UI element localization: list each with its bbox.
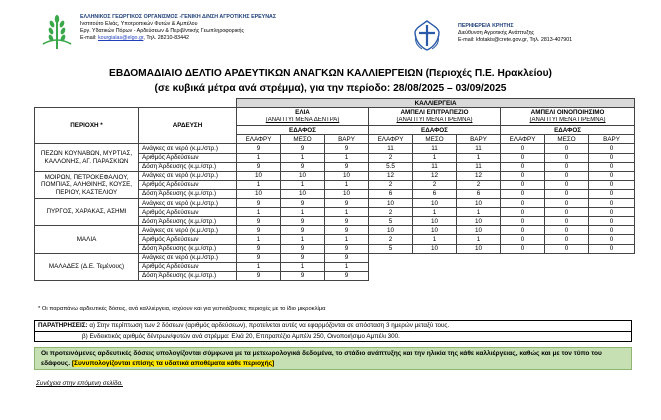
soil-header: ΕΔΑΦΟΣ [369,126,501,135]
crop-wine-grape-sub: (ΑΝΑΠΤΥΓΜΕΝΑ ΠΡΕΜΝΑ) [501,117,635,126]
phone: , Τηλ. 28210-83442 [143,35,189,41]
value-cell: 1 [237,153,281,162]
value-cell: 9 [325,253,369,262]
value-cell: 9 [325,162,369,171]
value-cell: 1 [413,235,457,244]
value-cell: 0 [589,244,635,253]
page-subtitle: (σε κυβικά μέτρα ανά στρέμμα), για την περίοδο: 28/08/2025 – 03/09/2025 [154,83,507,94]
value-cell: 6 [457,189,501,198]
empty-cell [545,262,589,271]
row-label: Ανάγκες σε νερό (κ.μ./στρ.) [139,199,237,208]
row-label: Δόση Άρδευσης (κ.μ./στρ.) [139,217,237,226]
value-cell: 0 [545,235,589,244]
value-cell: 0 [545,144,589,153]
page-title: ΕΒΔΟΜΑΔΙΑΙΟ ΔΕΛΤΙΟ ΑΡΔΕΥΤΙΚΩΝ ΑΝΑΓΚΩΝ ΚΑΛΛΙΕΡΓΕΙΩΝ (Περιοχές Π.Ε. Ηρακλείου) [109,68,552,79]
value-cell: 0 [545,162,589,171]
crop-wine-grape: ΑΜΠΕΛΙ ΟΙΝΟΠΟΙΗΣΙΜΟ [501,108,635,117]
value-cell: 9 [281,199,325,208]
value-cell: 0 [545,217,589,226]
value-cell: 10 [413,217,457,226]
value-cell: 0 [545,199,589,208]
row-label: Αριθμός Αρδεύσεων [139,180,237,189]
empty-cell [589,271,635,280]
value-cell: 11 [457,144,501,153]
crop-olive: ΕΛΙΑ [237,108,369,117]
value-cell: 1 [281,153,325,162]
soil-type-header: ΕΛΑΦΡΥ [237,135,281,144]
value-cell: 2 [457,180,501,189]
value-cell: 0 [501,244,545,253]
value-cell: 11 [413,144,457,153]
value-cell: 9 [281,144,325,153]
value-cell: 9 [325,271,369,280]
value-cell: 9 [237,244,281,253]
value-cell: 9 [325,244,369,253]
region-name: ΜΑΛΑΔΕΣ (Δ.Ε. Τεμένους) [35,253,139,280]
value-cell: 9 [281,253,325,262]
region-name: ΜΟΙΡΩΝ, ΠΕΤΡΟΚΕΦΑΛΙΟΥ, ΠΟΜΠΙΑΣ, ΑΛΗΘΙΝΗΣ, ΚΟΥΣΕ, ΠΕΡΙΟΥ, ΚΑΣΤΕΛΙΟΥ [35,171,139,198]
value-cell: 9 [237,226,281,235]
soil-type-header: ΜΕΣΟ [413,135,457,144]
value-cell: 0 [501,189,545,198]
value-cell: 12 [457,171,501,180]
row-label: Δόση Άρδευσης (κ.μ./στρ.) [139,244,237,253]
value-cell: 0 [589,180,635,189]
lab-name: Εργ. Υδατικών Πόρων - Αρδεύσεων & Περιβ/ντικής Γεωπληροφορικής [80,28,245,34]
value-cell: 0 [589,226,635,235]
value-cell: 6 [413,189,457,198]
area-header: ΠΕΡΙΟΧΗ * [35,108,139,144]
row-label: Αριθμός Αρδεύσεων [139,235,237,244]
info-box [34,347,632,370]
value-cell: 0 [589,189,635,198]
dept-name: Διεύθυνση Αγροτικής Ανάπτυξης [458,30,535,36]
value-cell: 10 [457,217,501,226]
value-cell: 11 [369,144,413,153]
value-cell: 9 [325,144,369,153]
value-cell: 1 [281,180,325,189]
value-cell: 1 [281,208,325,217]
value-cell: 0 [545,226,589,235]
region-contact: E-mail: kfotakis@crete.gov.gr, Τηλ. 2813-407901 [458,37,573,43]
value-cell: 1 [281,235,325,244]
value-cell: 10 [457,244,501,253]
org-name: ΕΛΛΗΝΙΚΟΣ ΓΕΩΡΓΙΚΟΣ ΟΡΓΑΝΙΣΜΟΣ -ΓΕΝΙΚΗ Δ/ΝΣΗ ΑΓΡΟΤΙΚΗΣ ΕΡΕΥΝΑΣ [80,14,277,20]
soil-type-header: ΕΛΑΦΡΥ [501,135,545,144]
crop-table-grape: ΑΜΠΕΛΙ ΕΠΙΤΡΑΠΕΖΙΟ [369,108,501,117]
institute-name: Ινστιτούτο Ελιάς, Υποτροπικών Φυτών & Αμπέλου [80,21,198,27]
value-cell: 10 [237,171,281,180]
elgo-wheat-logo-icon [40,14,74,50]
value-cell: 2 [369,235,413,244]
region-name: ΠΕΖΩΝ ΚΟΥΝΑΒΩΝ, ΜΥΡΤΙΑΣ, ΚΑΛΛΟΝΗΣ, ΑΓ. ΠΑΡΑΣΚΙΩΝ [35,144,139,171]
irrigation-table [34,98,635,281]
value-cell: 0 [545,189,589,198]
value-cell: 1 [413,208,457,217]
row-label: Ανάγκες σε νερό (κ.μ./στρ.) [139,144,237,153]
region-name: ΠΕΡΙΦΕΡΕΙΑ ΚΡΗΤΗΣ [458,23,514,29]
empty-cell [413,262,457,271]
empty-cell [413,253,457,262]
value-cell: 9 [325,226,369,235]
value-cell: 1 [281,262,325,271]
soil-type-header: ΒΑΡΥ [325,135,369,144]
value-cell: 0 [589,171,635,180]
notes-box [34,320,632,342]
value-cell: 10 [413,226,457,235]
value-cell: 0 [501,199,545,208]
row-label: Αριθμός Αρδεύσεων [139,153,237,162]
table-row [35,253,635,262]
table-row [35,226,635,235]
value-cell: 0 [589,235,635,244]
value-cell: 10 [281,171,325,180]
row-label: Ανάγκες σε νερό (κ.μ./στρ.) [139,226,237,235]
value-cell: 6 [369,189,413,198]
table-row [35,171,635,180]
soil-type-header: ΜΕΣΟ [545,135,589,144]
value-cell: 10 [413,244,457,253]
value-cell: 10 [457,226,501,235]
note-b: β) Ενδεικτικός αριθμός δέντρων/φυτών ανά στρέμμα: Ελιά 20, Επιτραπέζιο Αμπέλι 250, Οινοποιήσιμο Αμπέλι 300. [35,331,631,341]
value-cell: 9 [281,226,325,235]
value-cell: 10 [325,189,369,198]
email-link[interactable]: kourgialas@elgo.gr [97,35,144,41]
crop-table-grape-sub: (ΑΝΑΠΤΥΓΜΕΝΑ ΠΡΕΜΝΑ) [369,117,501,126]
value-cell: 5.5 [369,162,413,171]
empty-cell [369,262,413,271]
value-cell: 10 [369,226,413,235]
empty-cell [589,253,635,262]
soil-type-header: ΒΑΡΥ [457,135,501,144]
value-cell: 9 [237,271,281,280]
value-cell: 5 [369,244,413,253]
value-cell: 0 [589,199,635,208]
note-a: ΠΑΡΑΤΗΡΗΣΕΙΣ: α) Στην περίπτωση των 2 δόσεων (αριθμός αρδεύσεων), προτείνεται αυτές να εφαρμόζονται σε απόσταση 3 ημερών μεταξύ τους. [38,322,450,329]
value-cell: 9 [237,253,281,262]
value-cell: 5 [369,217,413,226]
value-cell: 9 [281,162,325,171]
empty-cell [501,253,545,262]
value-cell: 11 [457,162,501,171]
table-row [35,144,635,153]
value-cell: 1 [325,262,369,271]
value-cell: 10 [413,199,457,208]
value-cell: 12 [413,171,457,180]
value-cell: 0 [545,171,589,180]
region-name: ΜΑΛΙΑ [35,226,139,253]
value-cell: 10 [325,171,369,180]
footnote: * Οι παραπάνω αρδευτικές δόσεις, ανά καλλιέργεια, ισχύουν και για γειτνιάζουσες περιοχές με το ίδιο μικροκλίμα [38,306,326,312]
empty-cell [501,262,545,271]
value-cell: 0 [501,153,545,162]
value-cell: 1 [325,180,369,189]
value-cell: 9 [281,244,325,253]
value-cell: 1 [457,208,501,217]
value-cell: 1 [413,153,457,162]
value-cell: 2 [369,180,413,189]
value-cell: 1 [237,262,281,271]
irrigation-header: ΑΡΔΕΥΣΗ [139,108,237,144]
value-cell: 0 [501,226,545,235]
value-cell: 0 [589,217,635,226]
value-cell: 1 [237,208,281,217]
value-cell: 0 [501,171,545,180]
value-cell: 10 [457,199,501,208]
value-cell: 2 [369,153,413,162]
value-cell: 0 [545,153,589,162]
value-cell: 0 [589,144,635,153]
empty-cell [589,262,635,271]
empty-cell [545,271,589,280]
header-left [40,14,340,58]
soil-type-header: ΒΑΡΥ [589,135,635,144]
value-cell: 0 [589,162,635,171]
value-cell: 10 [237,189,281,198]
value-cell: 0 [501,162,545,171]
value-cell: 1 [237,180,281,189]
value-cell: 1 [325,235,369,244]
header-right [410,18,650,58]
info-highlight: [Συνυπολογίζονται επίσης τα υδατικά αποθέματα κάθε περιοχής] [71,360,275,367]
value-cell: 1 [325,208,369,217]
empty-cell [413,271,457,280]
row-label: Δόση Άρδευσης (κ.μ./στρ.) [139,189,237,198]
empty-cell [501,271,545,280]
value-cell: 1 [325,153,369,162]
empty-cell [457,262,501,271]
value-cell: 9 [325,199,369,208]
row-label: Αριθμός Αρδεύσεων [139,208,237,217]
value-cell: 10 [369,199,413,208]
value-cell: 1 [457,153,501,162]
value-cell: 9 [237,144,281,153]
row-label: Δόση Άρδευσης (κ.μ./στρ.) [139,271,237,280]
row-label: Δόση Άρδευσης (κ.μ./στρ.) [139,162,237,171]
empty-cell [457,253,501,262]
value-cell: 0 [589,208,635,217]
value-cell: 2 [413,180,457,189]
value-cell: 11 [413,162,457,171]
info-text: Οι προτεινόμενες αρδευτικές δόσεις υπολογίζονται σύμφωνα με τα μετεωρολογικά δεδομένα, το στάδιο ανάπτυξης και την ηλικία της κάθε καλλιέργειας, καθώς και με τον τύπο του εδάφους. [41,350,602,367]
value-cell: 9 [281,271,325,280]
value-cell: 0 [501,144,545,153]
row-label: Ανάγκες σε νερό (κ.μ./στρ.) [139,171,237,180]
value-cell: 12 [369,171,413,180]
crop-olive-sub: (ΑΝΑΠΤΥΓΜΕΝΑ ΔΕΝΤΡΑ) [237,117,369,126]
soil-type-header: ΕΛΑΦΡΥ [369,135,413,144]
crop-group-header: ΚΑΛΛΙΕΡΓΕΙΑ [237,99,635,108]
value-cell: 1 [237,235,281,244]
value-cell: 0 [501,180,545,189]
value-cell: 0 [589,153,635,162]
value-cell: 0 [501,208,545,217]
value-cell: 10 [281,189,325,198]
region-name: ΠΥΡΓΟΣ, ΧΑΡΑΚΑΣ, ΑΣΗΜΙ [35,199,139,226]
soil-header: ΕΔΑΦΟΣ [237,126,369,135]
value-cell: 0 [501,235,545,244]
value-cell: 0 [545,208,589,217]
contact-line [80,35,276,42]
table-row [35,199,635,208]
continuation-note: Συνέχεια στην επόμενη σελίδα. [36,380,123,387]
notes-label: ΠΑΡΑΤΗΡΗΣΕΙΣ: [38,322,88,329]
empty-cell [545,253,589,262]
value-cell: 0 [501,217,545,226]
value-cell: 1 [457,235,501,244]
empty-cell [369,271,413,280]
empty-cell [457,271,501,280]
soil-type-header: ΜΕΣΟ [281,135,325,144]
value-cell: 9 [237,162,281,171]
value-cell: 0 [545,180,589,189]
value-cell: 0 [545,244,589,253]
email-label: E-mail: [80,35,97,41]
value-cell: 9 [237,199,281,208]
empty-cell [369,253,413,262]
soil-header: ΕΔΑΦΟΣ [501,126,635,135]
greek-emblem-icon [410,18,444,52]
row-label: Ανάγκες σε νερό (κ.μ./στρ.) [139,253,237,262]
row-label: Αριθμός Αρδεύσεων [139,262,237,271]
value-cell: 9 [325,217,369,226]
value-cell: 9 [281,217,325,226]
value-cell: 2 [369,208,413,217]
value-cell: 9 [237,217,281,226]
